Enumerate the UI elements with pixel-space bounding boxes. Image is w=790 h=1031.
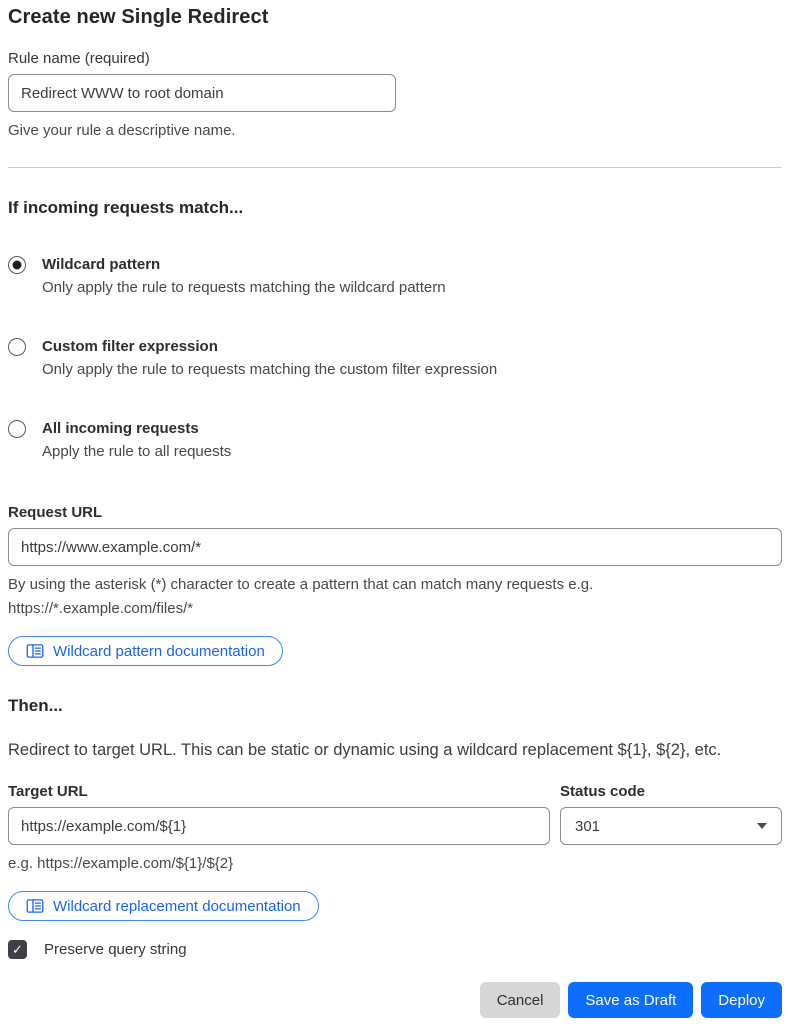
section-divider [8, 167, 782, 168]
radio-all-requests[interactable] [8, 420, 26, 438]
radio-option-2[interactable] [8, 418, 782, 464]
radio-option-label: Wildcard pattern [42, 256, 161, 273]
request-url-helper-line1: By using the asterisk (*) character to create a pattern that can match many requests e.g. [8, 576, 594, 593]
rule-name-input[interactable] [8, 74, 396, 112]
radio-option-0[interactable] [8, 254, 782, 300]
deploy-button[interactable]: Deploy [701, 982, 782, 1018]
preserve-query-row[interactable] [8, 940, 782, 959]
doc-button-label: Wildcard pattern documentation [53, 642, 265, 660]
radio-option-description: Only apply the rule to requests matching the custom filter expression [42, 361, 498, 378]
status-code-column [560, 783, 782, 845]
radio-custom-filter[interactable] [8, 338, 26, 356]
book-open-icon [26, 643, 44, 659]
request-url-helper [8, 573, 782, 621]
preserve-query-checkbox[interactable] [8, 940, 27, 959]
wildcard-pattern-doc-button[interactable] [8, 636, 283, 666]
target-url-helper: e.g. https://example.com/${1}/${2} [8, 855, 234, 872]
preserve-query-label: Preserve query string [44, 941, 187, 958]
request-url-input[interactable] [8, 528, 782, 566]
target-status-row [8, 783, 782, 845]
status-code-value: 301 [575, 817, 601, 835]
target-url-column [8, 783, 550, 845]
status-code-label: Status code [560, 783, 646, 800]
radio-option-description: Only apply the rule to requests matching the wildcard pattern [42, 279, 446, 296]
request-url-label: Request URL [8, 504, 103, 521]
match-radio-group [8, 254, 782, 464]
rule-name-label: Rule name (required) [8, 50, 150, 67]
page-title: Create new Single Redirect [8, 6, 269, 28]
radio-option-1[interactable] [8, 336, 782, 382]
book-open-icon [26, 898, 44, 914]
radio-wildcard-pattern[interactable] [8, 256, 26, 274]
doc-button-label: Wildcard replacement documentation [53, 897, 301, 915]
footer-actions [8, 982, 782, 1018]
rule-name-helper: Give your rule a descriptive name. [8, 122, 236, 139]
radio-option-label: Custom filter expression [42, 338, 218, 355]
cancel-button[interactable]: Cancel [480, 982, 561, 1018]
radio-option-description: Apply the rule to all requests [42, 443, 232, 460]
target-url-input[interactable] [8, 807, 550, 845]
then-section-heading: Then... [8, 696, 63, 715]
caret-down-icon [757, 823, 767, 829]
redirect-description: Redirect to target URL. This can be static or dynamic using a wildcard replacement ${1}, ${2}, etc. [8, 741, 722, 759]
wildcard-replacement-doc-button[interactable] [8, 891, 319, 921]
request-url-helper-line2: https://*.example.com/files/* [8, 600, 194, 617]
save-as-draft-button[interactable]: Save as Draft [568, 982, 693, 1018]
status-code-select[interactable] [560, 807, 782, 845]
radio-option-label: All incoming requests [42, 420, 199, 437]
match-section-heading: If incoming requests match... [8, 198, 244, 217]
target-url-label: Target URL [8, 783, 88, 800]
